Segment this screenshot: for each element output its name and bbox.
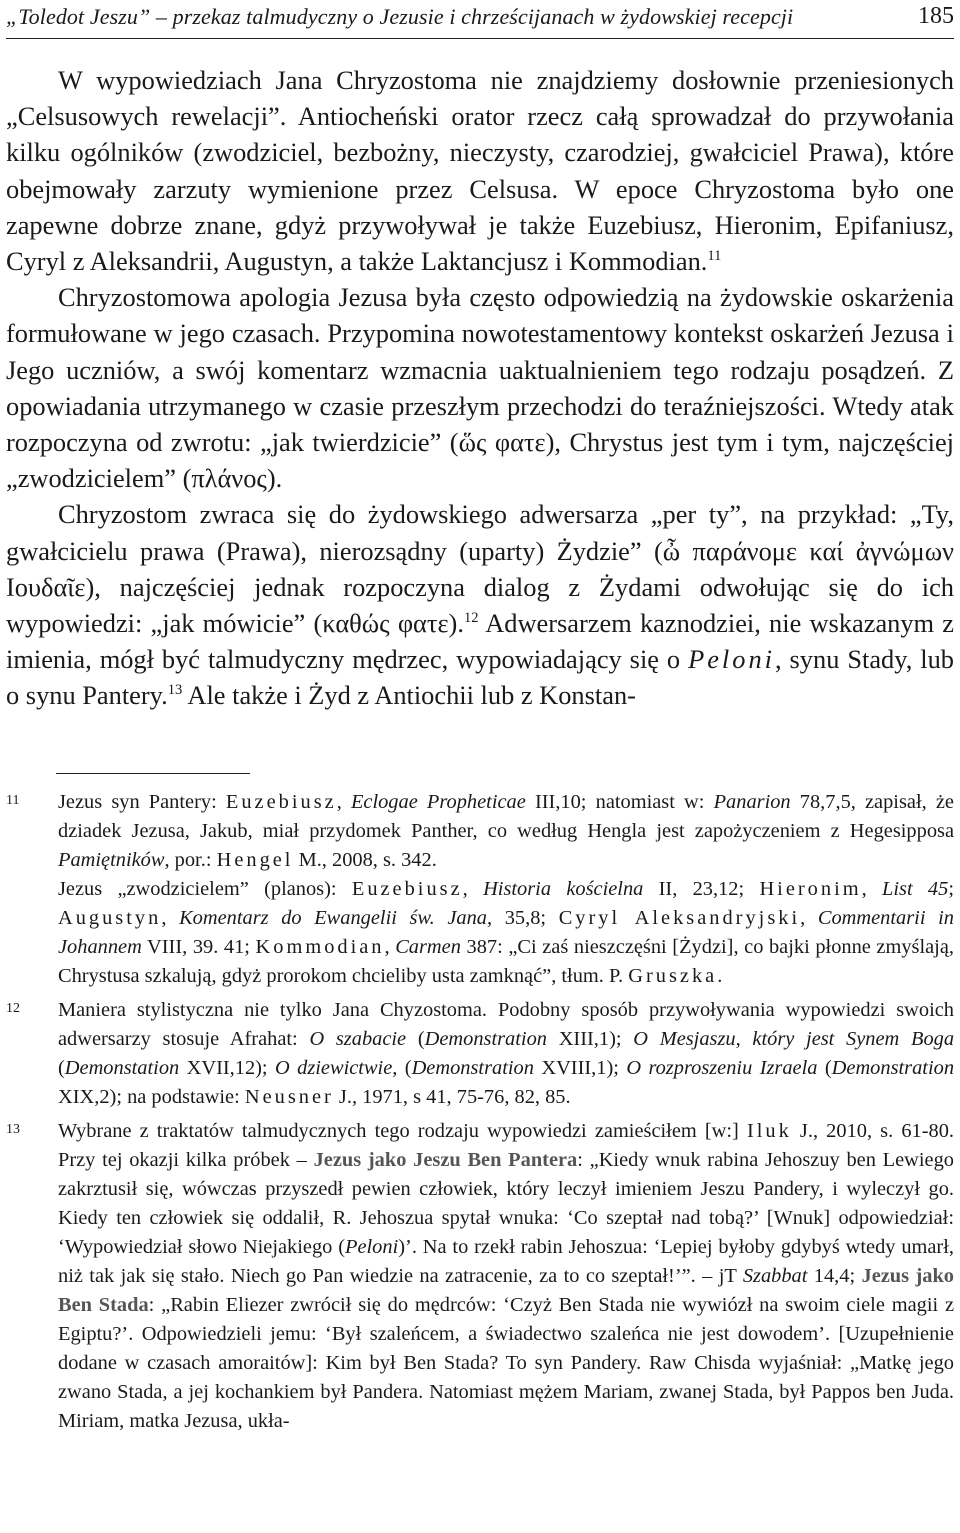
footnote-ref[interactable]: 13	[167, 682, 183, 699]
footnote-ref[interactable]: 12	[463, 609, 479, 626]
paragraph-text: Adwersarzem kaznodziei, nie wskazanym z imienia, mógł być talmudyczny mędrzec, wypowiadający się o	[6, 608, 954, 675]
paragraph-text: , synu Stady, lub o synu Pantery.	[6, 644, 955, 711]
paragraph-text: Ale także i Żyd z Antiochii lub z Konstan-	[182, 680, 636, 711]
paragraph	[6, 62, 954, 279]
paragraph-text: Chryzostomowa apologia Jezusa była często odpowiedzią na żydowskie oskarżenia formułowane w jego czasach. Przypomina nowotestamentowy kontekst oskarżeń Jezusa i Jego uczniów, a swój komentarz wzmacnia uaktualnieniem tego rodzaju posądzeń. Z opowiadania utrzymanego w czasie przeszłym przechodzi do teraźniejszości. Wtedy atak rozpoczyna od zwrotu: „jak twierdzicie” (ὥς φατε), Chrystus jest tym i tym, najczęściej „zwodzicielem” (πλάνος).	[6, 282, 954, 494]
page-header	[6, 0, 954, 39]
footnotes	[6, 788, 954, 1441]
footnote-text: Wybrane z traktatów talmudycznych tego rodzaju wypowiedzi zamieściłem [w:] Iluk J., 2010, s. 61-80. Przy tej okazji kilka próbek – Jezus jako Jeszu Ben Pantera: „Kiedy wnuk rabina Jehoszuy ben Lewiego zakrztusił się, wówczas przyszedł pewien człowiek, który leczył imieniem Jeszu Pandery, i wyleczył go. Kiedy ten człowiek się oddalił, R. Jehoszua spytał wnuka: ‘Co szeptał nad tobą?’ [Wnuk] odpowiedział: ‘Wypowiedział słowo Niejakiego (Peloni)’. Na to rzekł rabin Jehoszua: ‘Lepiej byłoby gdybyś wtedy umarł, niż tak jak się stało. Niech go Pan wiedzie na zatracenie, za to co szeptał!’”. – jT Szabbat 14,4; Jezus jako Ben Stada: „Rabin Eliezer zwrócił się do mędrców: ‘Czyż Ben Stada nie wywiózł na swoim ciele magii z Egiptu?’. Odpowiedzieli jemu: ‘Był szaleńcem, a świadectwo szaleńca nie jest dowodem’. [Uzupełnienie dodane w czasach amoraitów]: Kim był Ben Stada? To syn Pandery. Raw Chisda wyjaśniał: „Matkę jego zwano Stada, a jej kochankiem był Pandera. Natomiast mężem Mariam, zwanej Stada, był Pappos ben Juda. Miriam, matka Jezusa, ukła-	[58, 1120, 955, 1432]
footnote-13	[6, 1117, 954, 1436]
footnote-number: 12	[6, 1001, 20, 1016]
paragraph	[6, 279, 954, 496]
footnote-separator	[56, 773, 250, 774]
footnote-ref[interactable]: 11	[707, 247, 722, 264]
page-number: 185	[918, 3, 954, 29]
paragraph-text: Chryzostom zwraca się do żydowskiego adwersarza „per ty”, na przykład: „Ty, gwałcicielu prawa (Prawa), nierozsądny (uparty) Żydzie” (ὦ παράνομε καί ἀγνώμων Ιουδαῖε), najczęściej jednak rozpoczyna dialog z Żydami odwołując się do ich wypowiedzi: „jak mówicie” (καθώς φατε).	[6, 499, 954, 639]
running-title: „Toledot Jeszu” – przekaz talmudyczny o Jezusie i chrześcijanach w żydowskiej recepcji	[6, 4, 794, 29]
paragraph-text: W wypowiedziach Jana Chryzostoma nie znajdziemy dosłownie przeniesionych „Celsusowych rewelacji”. Antiocheński orator rzecz całą sprowadzał do przywołania kilku ogólników (zwodziciel, bezbożny, nieczysty, czarodziej, gwałciciel Prawa), które obejmowały zarzuty wymienione przez Celsusa. W epoce Chryzostoma było one zapewne dobrze znane, gdyż przywoływał je także Euzebiusz, Hieronim, Epifaniusz, Cyryl z Aleksandrii, Augustyn, a także Laktancjusz i Kommodian.	[6, 65, 954, 277]
main-text	[6, 62, 954, 714]
footnote-text: Maniera stylistyczna nie tylko Jana Chyzostoma. Podobny sposób przywoływania wypowiedzi swoich adwersarzy stosuje Afrahat: O szabacie (Demonstration XIII,1); O Mesjaszu, który jest Synem Boga (Demonstation XVII,12); O dziewictwie, (Demonstration XVIII,1); O rozproszeniu Izraela (Demonstration XIX,2); na podstawie: Neusner J., 1971, s 41, 75-76, 82, 85.	[58, 999, 955, 1108]
footnote-11	[6, 788, 954, 991]
italic-term: Peloni	[688, 644, 775, 675]
footnote-text: Jezus „zwodzicielem” (planos): Euzebiusz, Historia kościelna II, 23,12; Hieronim, List 45; Augustyn, Komentarz do Ewangelii św. Jana, 35,8; Cyryl Aleksandryjski, Commentarii in Johannem VIII, 39. 41; Kommodian, Carmen 387: „Ci zaś nieszczęśni [Żydzi], co bajki płonne zmyślają, Chrystusa szkalują, gdyż prorokom chcieliby usta zamknąć”, tłum. P. Gruszka.	[58, 878, 954, 987]
footnote-number: 11	[6, 793, 20, 808]
footnote-text: Jezus syn Pantery: Euzebiusz, Eclogae Propheticae III,10; natomiast w: Panarion 78,7,5, zapisał, że dziadek Jezusa, Jakub, miał przydomek Panther, co według Hengla jest zapożyczeniem z Hegesipposa Pamiętników, por.: Hengel M., 2008, s. 342.	[58, 791, 954, 871]
paragraph	[6, 496, 954, 713]
footnote-number: 13	[6, 1122, 20, 1137]
footnote-12	[6, 996, 954, 1112]
